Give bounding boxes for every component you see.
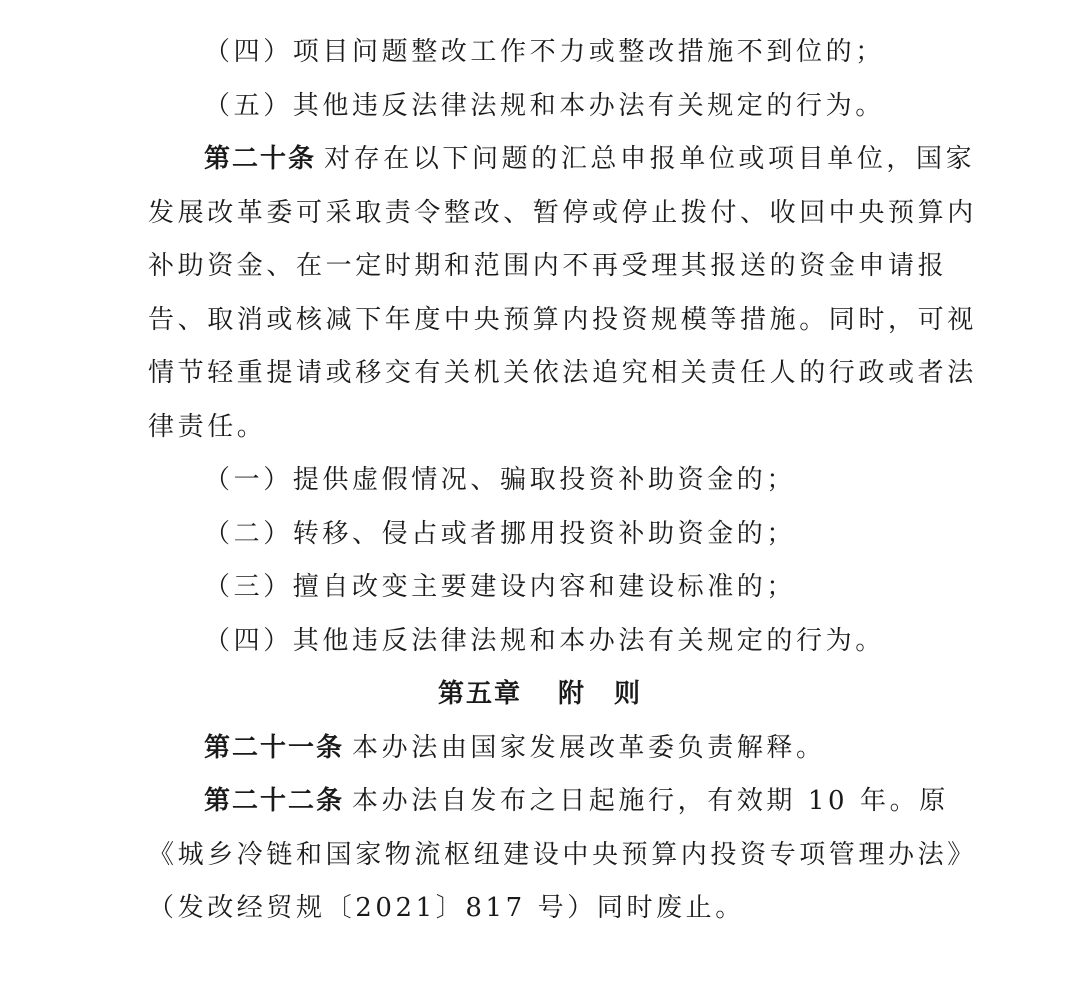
article-21-line (148, 722, 932, 776)
clause-5-line: （五）其他违反法律法规和本办法有关规定的行为。 (204, 90, 885, 121)
article-20-text-6: 律责任。 (148, 411, 267, 442)
article-22-text-3: （发改经贸规〔2021〕817 号）同时废止。 (148, 893, 745, 923)
clause-4-line: （四）项目问题整改工作不力或整改措施不到位的； (204, 37, 885, 67)
article-20-text-1: 对存在以下问题的汇总申报单位或项目单位，国家 (324, 144, 976, 174)
article-22-text-1: 本办法自发布之日起施行，有效期 10 年。原 (352, 786, 949, 816)
article-20-text-4: 告、取消或核减下年度中央预算内投资规模等措施。同时，可视 (148, 304, 977, 335)
chapter-5-heading (148, 668, 932, 722)
article-20-text-5: 情节轻重提请或移交有关机关依法追究相关责任人的行政或者法 (148, 358, 977, 388)
article-20-first-line (148, 133, 976, 187)
article-22-title: 第二十二条 (204, 786, 345, 816)
article-20-item-3: （三）擅自改变主要建设内容和建设标准的； (204, 572, 797, 602)
article-22-text-2: 《城乡冷链和国家物流枢纽建设中央预算内投资专项管理办法》 (148, 839, 977, 870)
chapter-5-number: 第五章 (437, 679, 522, 709)
chapter-5-title: 附 则 (558, 679, 643, 709)
document-page (148, 26, 977, 936)
article-20-text-3: 补助资金、在一定时期和范围内不再受理其报送的资金申请报 (148, 251, 948, 281)
article-20-item-4: （四）其他违反法律法规和本办法有关规定的行为。 (204, 625, 885, 656)
article-21-title: 第二十一条 (204, 732, 345, 763)
article-20-item-1: （一）提供虚假情况、骗取投资补助资金的； (204, 465, 797, 495)
article-20-title: 第二十条 (204, 144, 317, 174)
article-22-first-line (148, 775, 949, 829)
article-21-text: 本办法由国家发展改革委负责解释。 (352, 732, 826, 763)
article-20-text-2: 发展改革委可采取责令整改、暂停或停止拨付、收回中央预算内 (148, 197, 977, 228)
article-20-item-2: （二）转移、侵占或者挪用投资补助资金的； (204, 518, 797, 549)
